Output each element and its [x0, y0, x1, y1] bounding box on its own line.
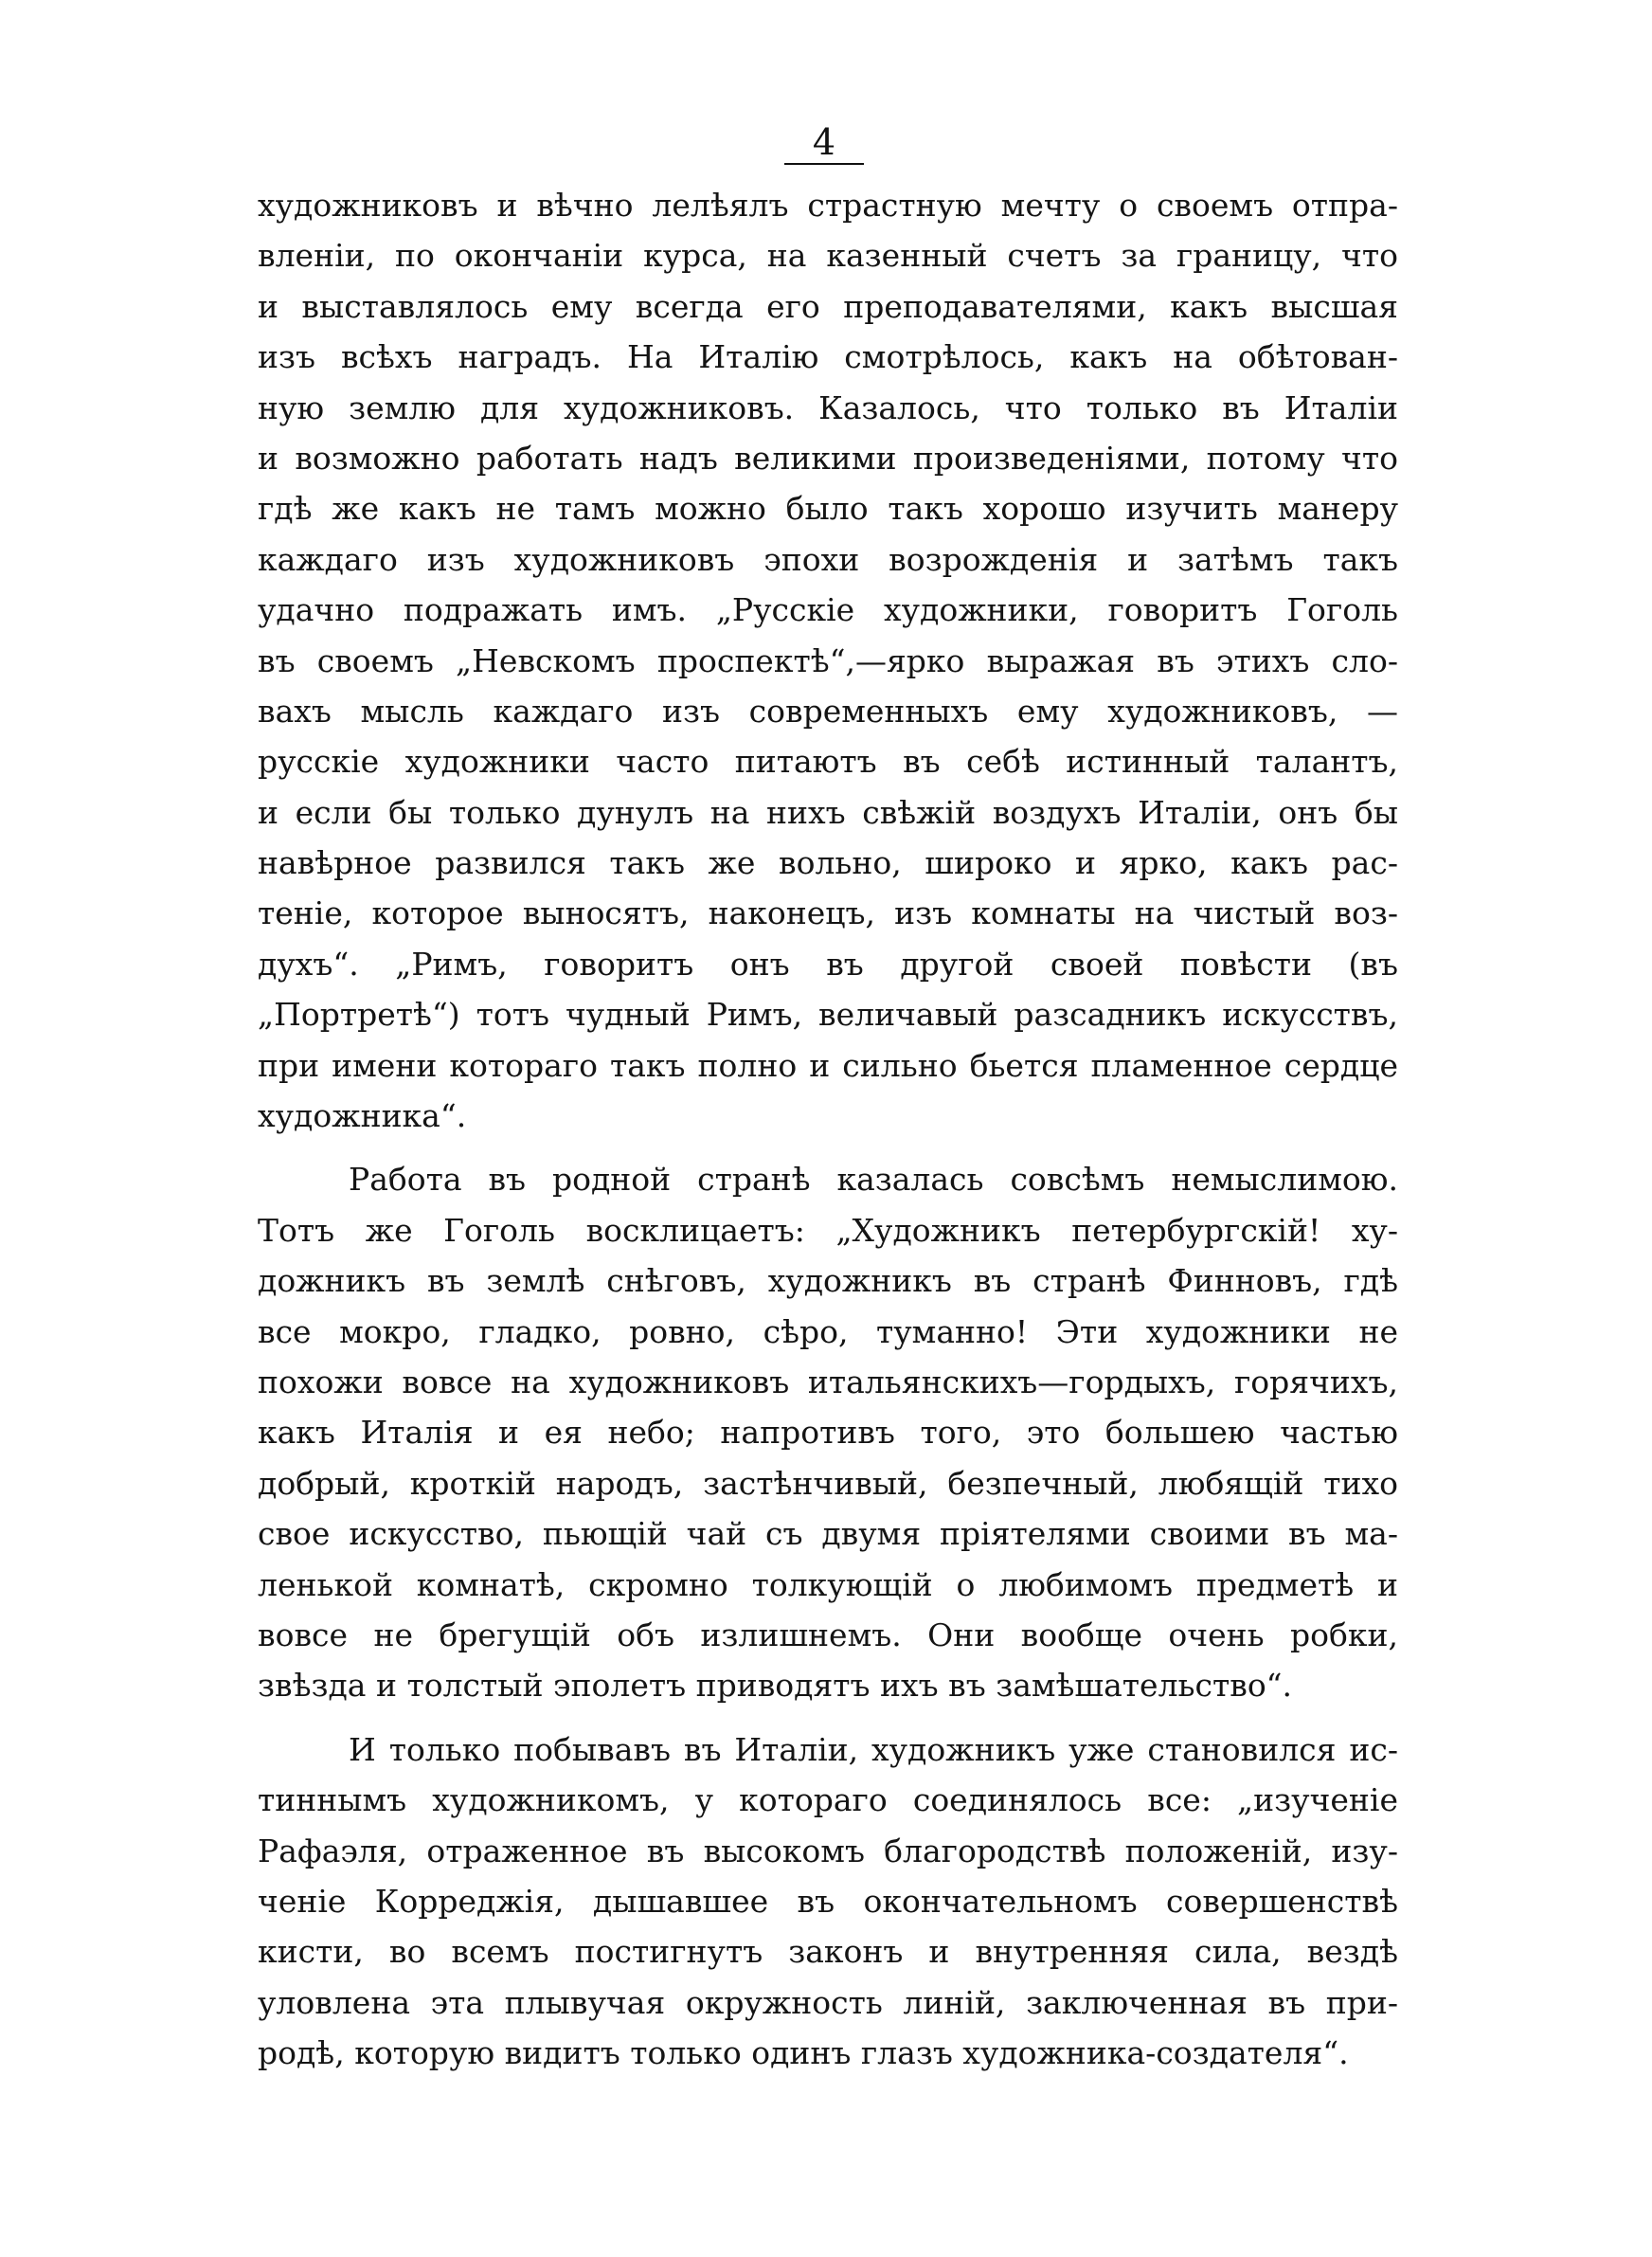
text-line: все мокро, гладко, ровно, сѣро, туманно! Эти художники не	[258, 1312, 1398, 1350]
text-line: дожникъ въ землѣ снѣговъ, художникъ въ странѣ Финновъ, гдѣ	[258, 1262, 1398, 1300]
text-line: вахъ мысль каждаго изъ современныхъ ему художниковъ, —	[258, 692, 1398, 730]
text-line: изъ всѣхъ наградъ. На Италію смотрѣлось, какъ на обѣтован-	[258, 338, 1398, 376]
text-line: ную землю для художниковъ. Казалось, что только въ Италіи	[258, 388, 1398, 426]
text-line: тиннымъ художникомъ, у котораго соединялось все: „изученіе	[258, 1781, 1398, 1819]
paragraph	[258, 1154, 1398, 1710]
body-text	[258, 180, 1398, 2091]
text-line: вленіи, по окончаніи курса, на казенный счетъ за границу, что	[258, 237, 1398, 275]
text-line: звѣзда и толстый эполетъ приводятъ ихъ въ замѣшательство“.	[258, 1667, 1293, 1705]
text-line: при имени котораго такъ полно и сильно бьется пламенное сердце	[258, 1046, 1398, 1084]
text-line: и если бы только дунулъ на нихъ свѣжій воздухъ Италіи, онъ бы	[258, 793, 1398, 831]
text-line: вовсе не брегущій объ излишнемъ. Они вообще очень робки,	[258, 1616, 1398, 1653]
text-line: художника“.	[258, 1097, 467, 1135]
text-line: родѣ, которую видитъ только одинъ глазъ художника-создателя“.	[258, 2034, 1349, 2072]
text-line: ченіе Корреджія, дышавшее въ окончательномъ совершенствѣ	[258, 1882, 1398, 1920]
text-line: Работа въ родной странѣ казалась совсѣмъ немыслимою.	[349, 1161, 1398, 1199]
text-line: гдѣ же какъ не тамъ можно было такъ хорошо изучить манеру	[258, 490, 1398, 528]
paragraph	[258, 1724, 1398, 2079]
text-line: ленькой комнатѣ, скромно толкующій о любимомъ предметѣ и	[258, 1565, 1398, 1603]
text-line: и возможно работать надъ великими произведеніями, потому что	[258, 439, 1398, 477]
text-line: Рафаэля, отраженное въ высокомъ благородствѣ положеній, изу-	[258, 1832, 1398, 1869]
text-line: удачно подражать имъ. „Русскіе художники, говоритъ Гоголь	[258, 591, 1398, 629]
text-line: навѣрное развился такъ же вольно, широко и ярко, какъ рас-	[258, 844, 1398, 882]
text-line: добрый, кроткій народъ, застѣнчивый, безпечный, любящій тихо	[258, 1464, 1398, 1502]
text-line: уловлена эта плывучая окружность линій, заключенная въ при-	[258, 1983, 1398, 2021]
text-line: художниковъ и вѣчно лелѣялъ страстную мечту о своемъ отпра-	[258, 187, 1398, 224]
text-line: духъ“. „Римъ, говоритъ онъ въ другой своей повѣсти (въ	[258, 945, 1398, 983]
text-line: свое искусство, пьющій чай съ двумя пріятелями своими въ ма-	[258, 1515, 1398, 1553]
text-line: Тотъ же Гоголь восклицаетъ: „Художникъ петербургскій! ху-	[258, 1211, 1398, 1249]
text-line: похожи вовсе на художниковъ итальянскихъ—гордыхъ, горячихъ,	[258, 1363, 1398, 1400]
text-line: русскіе художники часто питаютъ въ себѣ истинный талантъ,	[258, 743, 1398, 781]
text-line: какъ Италія и ея небо; напротивъ того, это большею частью	[258, 1414, 1398, 1452]
text-line: И только побывавъ въ Италіи, художникъ уже становился ис-	[349, 1730, 1398, 1768]
text-line: и выставлялось ему всегда его преподавателями, какъ высшая	[258, 287, 1398, 325]
paragraph	[258, 180, 1398, 1141]
text-line: каждаго изъ художниковъ эпохи возрожденія и затѣмъ такъ	[258, 540, 1398, 578]
text-line: теніе, которое выносятъ, наконецъ, изъ комнаты на чистый воз-	[258, 894, 1398, 932]
text-line: „Портретѣ“) тотъ чудный Римъ, величавый разсадникъ искусствъ,	[258, 996, 1398, 1034]
text-line: кисти, во всемъ постигнутъ законъ и внутренняя сила, вездѣ	[258, 1933, 1398, 1971]
page-number-rule	[784, 163, 864, 165]
text-line: въ своемъ „Невскомъ проспектѣ“,—ярко выражая въ этихъ сло-	[258, 641, 1398, 679]
page-number: 4	[812, 121, 836, 163]
